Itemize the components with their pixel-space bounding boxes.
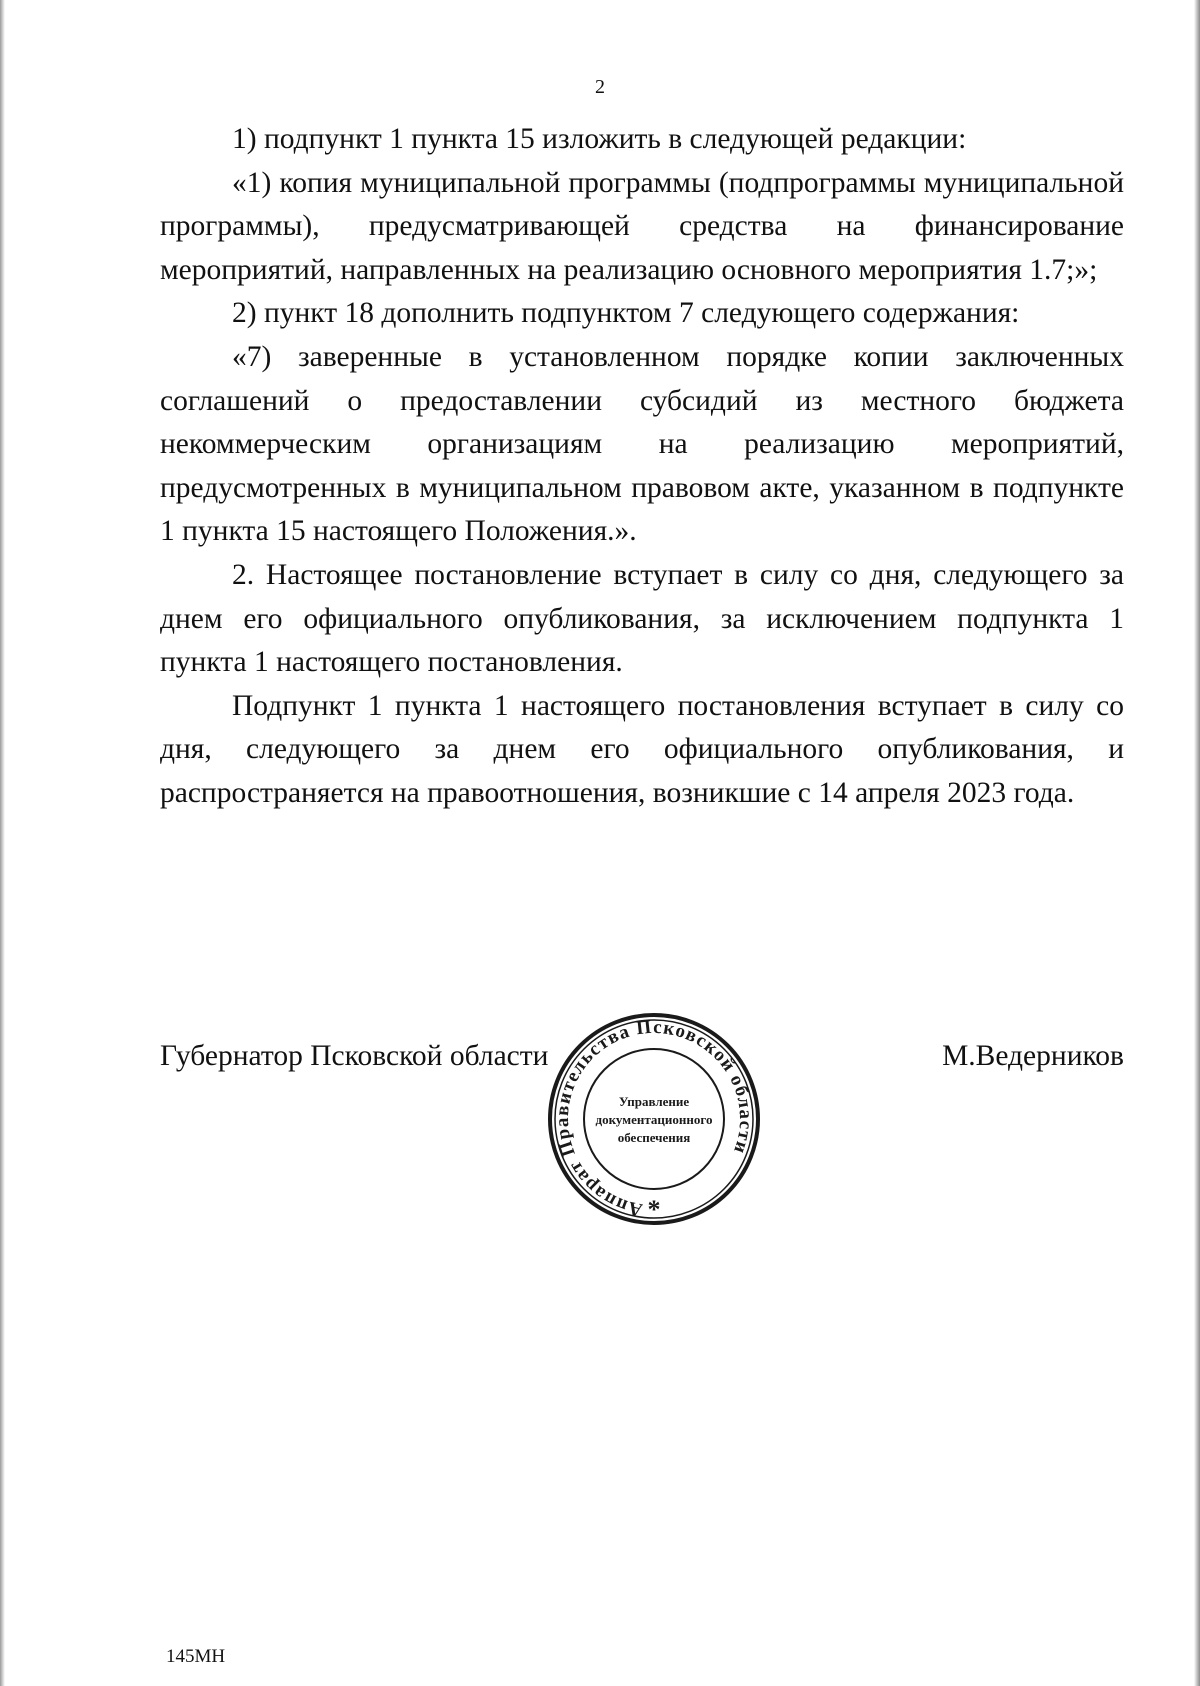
seal-inner-line-3: обеспечения <box>617 1130 691 1145</box>
paragraph-amendment-2: 2) пункт 18 дополнить подпунктом 7 следующего содержания: <box>232 297 1020 330</box>
paragraph-amendment-2-text: «7) заверенные в установленном порядке копии заключенных соглашений о предоставлении субсидий из местного бюджета некоммерческим организациям на реализацию мероприятий, предусмотренных в муниципальном правовом акте, указанном в подпункте 1 пункта 15 настоящего Положения.». <box>160 340 1124 548</box>
paragraph-amendment-1-text: «1) копия муниципальной программы (подпрограммы муниципальной программы), предусматривающей средства на финансирование мероприятий, направленных на реализацию основного мероприятия 1.7;»; <box>160 166 1124 286</box>
paragraph-retroactive-clause: Подпункт 1 пункта 1 настоящего постановления вступает в силу со дня, следующего за днем его официального опубликования, и распространяется на правоотношения, возникшие с 14 апреля 2023 года. <box>160 689 1124 809</box>
seal-outer-text: Аппарат Правительства Псковской области <box>551 1016 757 1221</box>
signatory-name: М.Ведерников <box>942 1040 1124 1072</box>
signatory-position: Губернатор Псковской области <box>160 1040 549 1072</box>
official-seal-stamp <box>545 1010 763 1228</box>
seal-star: * <box>647 1195 661 1224</box>
scan-edge-left <box>0 0 5 1686</box>
page-number: 2 <box>595 76 605 98</box>
seal-inner-line-2: документационного <box>595 1112 713 1127</box>
document-body <box>160 118 1124 816</box>
paragraph-effective-date: 2. Настоящее постановление вступает в силу со дня, следующего за днем его официального опубликования, за исключением подпункта 1 пункта 1 настоящего постановления. <box>160 558 1124 679</box>
paragraph-amendment-1: 1) подпункт 1 пункта 15 изложить в следующей редакции: <box>232 123 967 155</box>
document-code: 145МН <box>166 1646 226 1667</box>
seal-inner-line-1: Управление <box>618 1094 690 1109</box>
scan-edge-right <box>1194 0 1200 1686</box>
